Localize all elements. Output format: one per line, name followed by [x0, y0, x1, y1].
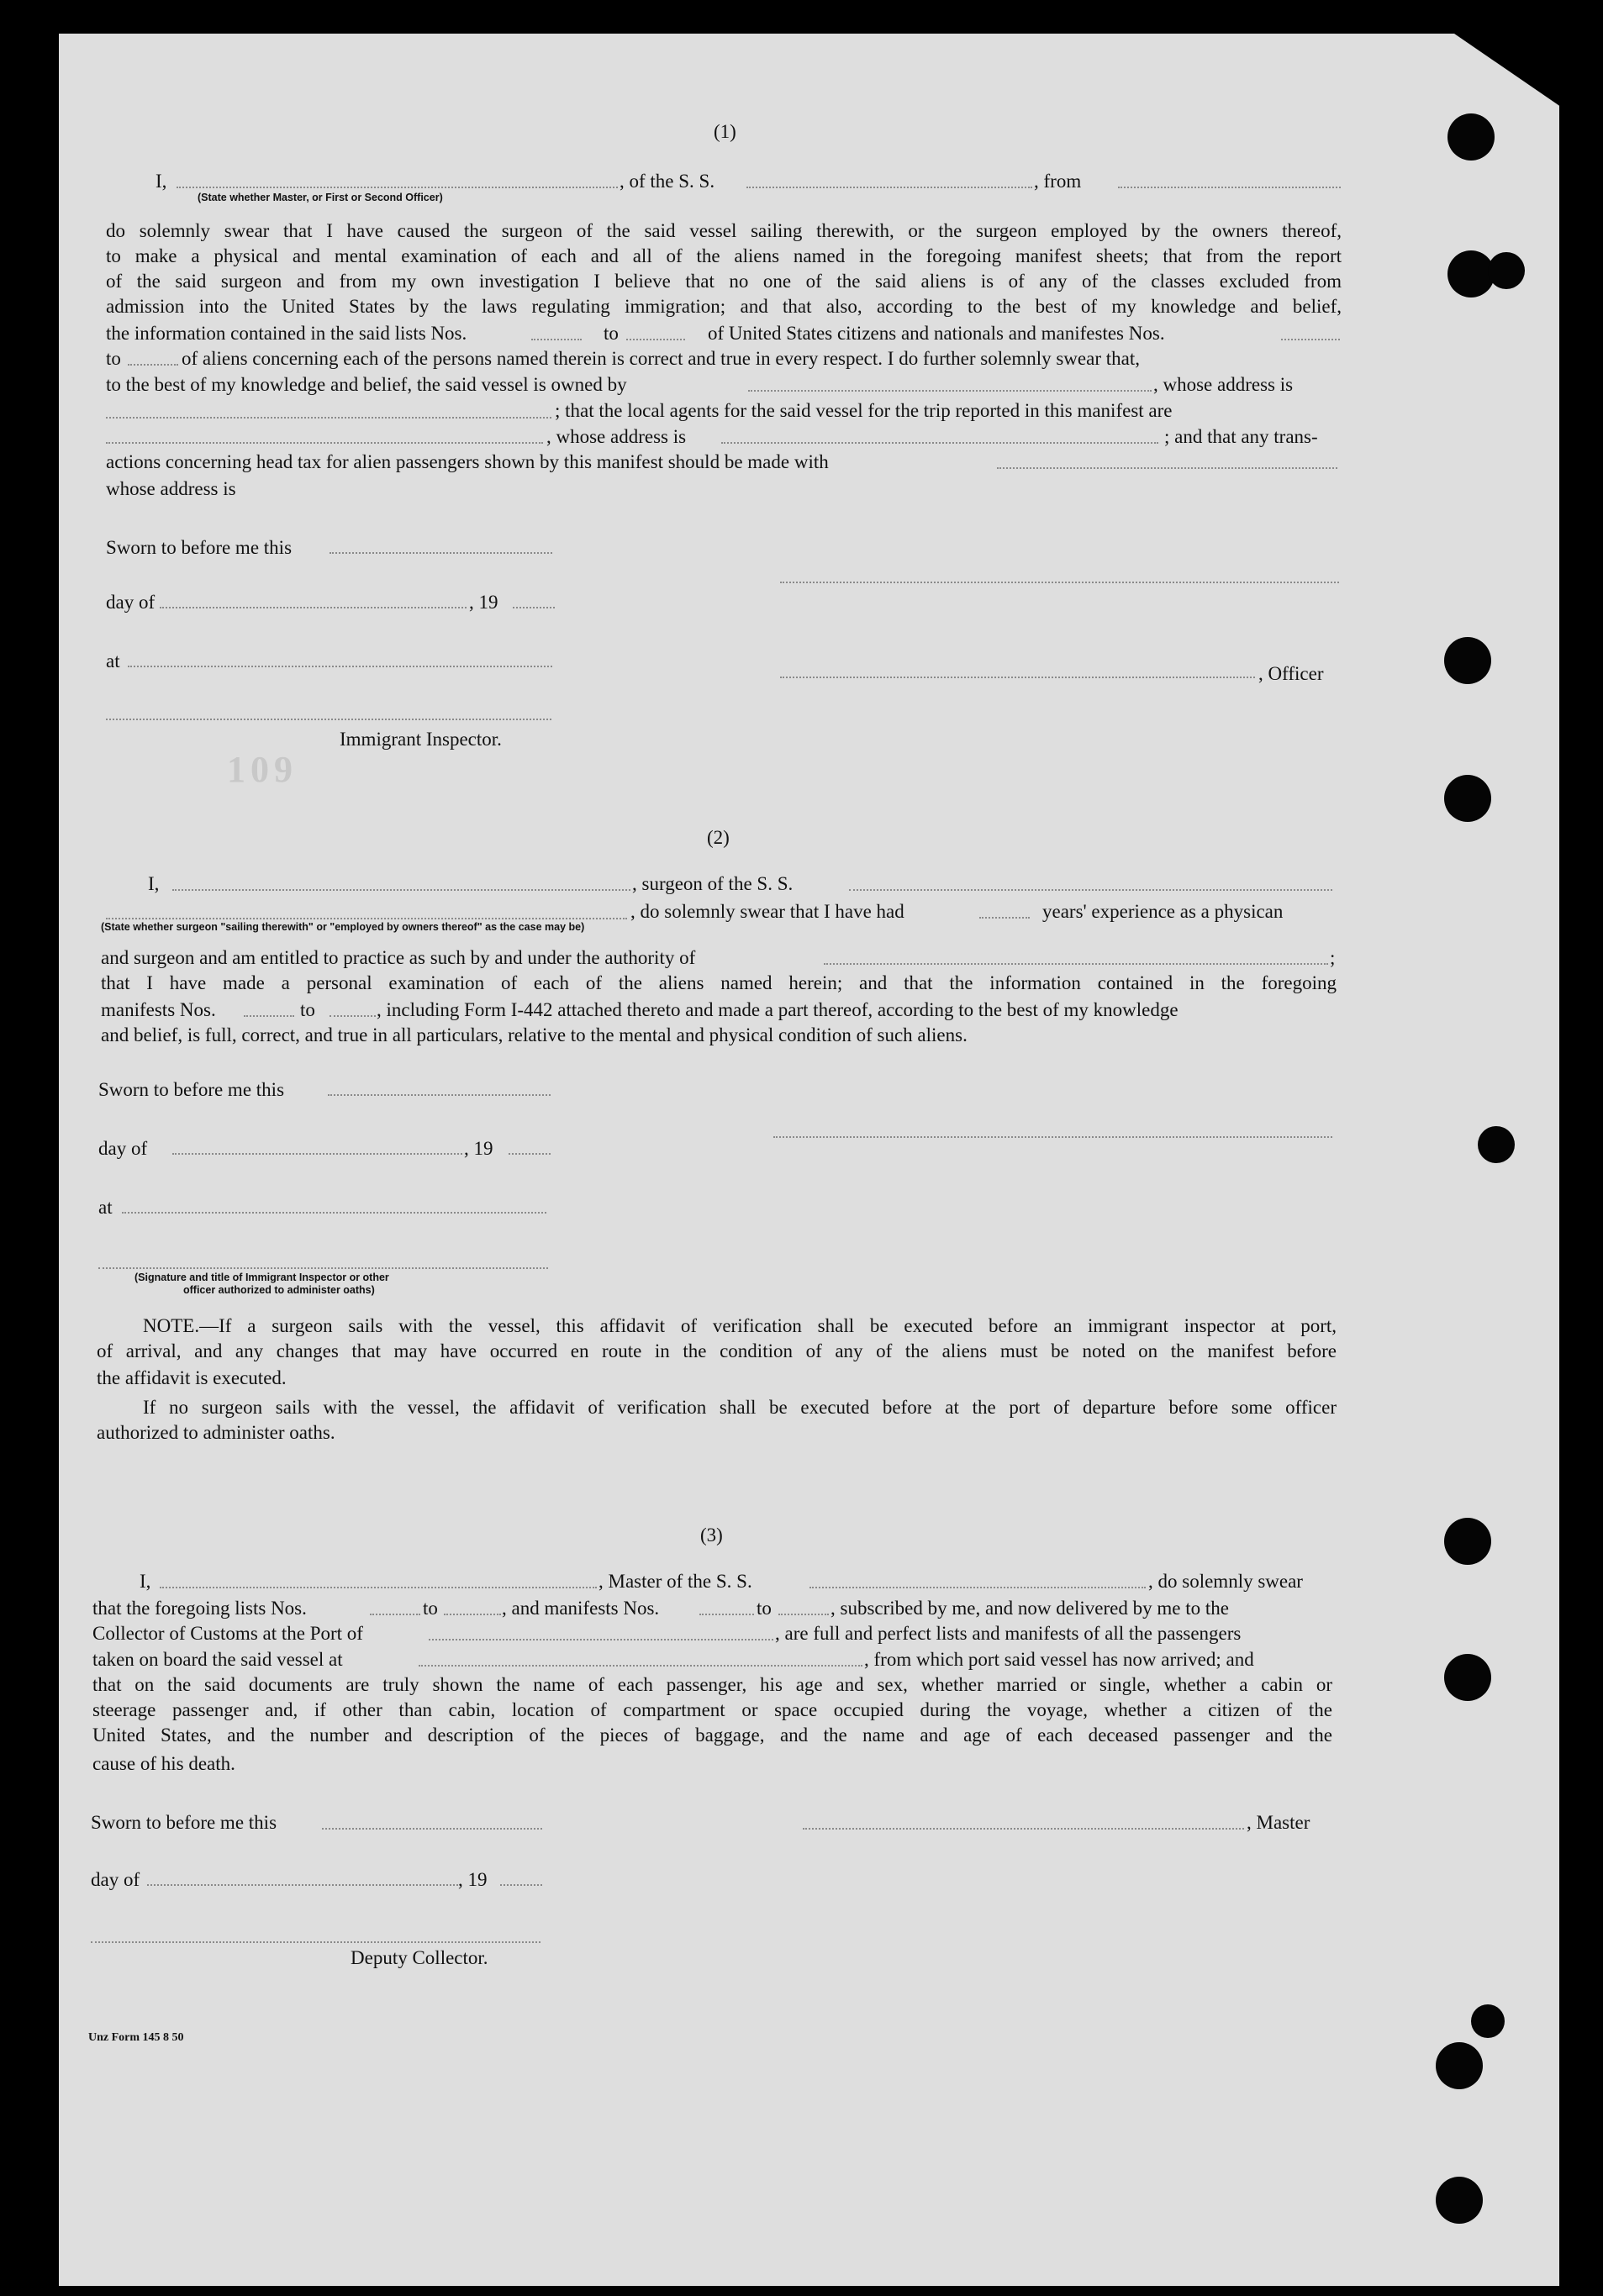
section-number: (1) — [714, 121, 736, 142]
declarant-label: I, — [140, 1571, 151, 1592]
sworn-label: Sworn to before me this — [98, 1079, 285, 1100]
sworn-day-field[interactable] — [330, 552, 552, 554]
signature-note: (Signature and title of Immigrant Inspector or other — [134, 1272, 389, 1283]
port-field[interactable] — [429, 1639, 773, 1640]
vessel-name-field[interactable] — [849, 889, 1332, 891]
surgeon-type-note: (State whether surgeon "sailing therewith" or "employed by owners thereof" as the case may be) — [101, 921, 585, 933]
year-field[interactable] — [513, 607, 555, 608]
note-line: the affidavit is executed. — [97, 1367, 287, 1388]
declarant-label: I, — [156, 171, 167, 192]
years-field[interactable] — [979, 917, 1030, 919]
head-tax-contact-field[interactable] — [997, 467, 1337, 469]
faint-stamp: 109 — [227, 749, 298, 790]
oath-text: of aliens concerning each of the persons named therein is correct and true in every respect. I do further solemnly swear that, — [182, 348, 1140, 369]
punch-hole — [1471, 2004, 1505, 2038]
master-name-field[interactable] — [160, 1587, 597, 1588]
vessel-name-field[interactable] — [746, 187, 1032, 188]
officer-signature-field[interactable] — [780, 582, 1339, 583]
oath-text: , from which port said vessel has now arrived; and — [864, 1649, 1254, 1670]
inspector-signature-field[interactable] — [98, 1267, 548, 1269]
year-field[interactable] — [509, 1153, 551, 1155]
inspector-label: Immigrant Inspector. — [340, 729, 502, 750]
oath-text: years' experience as a physican — [1042, 901, 1284, 922]
sworn-label: Sworn to before me this — [106, 537, 293, 558]
year-field[interactable] — [500, 1884, 542, 1886]
lists-from-field[interactable] — [531, 339, 582, 340]
year-label: , 19 — [458, 1869, 488, 1890]
oath-line: cause of his death. — [92, 1753, 235, 1774]
oath-text: actions concerning head tax for alien passengers shown by this manifest should be made with — [106, 451, 829, 472]
manifests-from-field[interactable] — [244, 1015, 294, 1017]
lists-to-field[interactable] — [626, 339, 685, 340]
oath-text: that the foregoing lists Nos. — [92, 1598, 307, 1619]
oath-text: , are full and perfect lists and manifests of all the passengers — [775, 1623, 1242, 1644]
punch-hole — [1444, 1518, 1491, 1565]
owner-field[interactable] — [748, 390, 1152, 392]
note-line: NOTE.—If a surgeon sails with the vessel, this affidavit of verification shall be executed before an immigrant inspector at port, — [143, 1315, 1337, 1336]
month-field[interactable] — [147, 1884, 458, 1886]
form-number: Unz Form 145 8 50 — [88, 2031, 184, 2044]
oath-text: ; that the local agents for the said vessel for the trip reported in this manifest are — [555, 400, 1173, 421]
oath-line: United States, and the number and description of the pieces of baggage, and the name and age of each deceased passenger and the — [92, 1725, 1332, 1746]
from-port-field[interactable] — [1118, 187, 1341, 188]
sworn-day-field[interactable] — [322, 1828, 542, 1830]
year-label: , 19 — [464, 1138, 493, 1159]
year-label: , 19 — [469, 592, 498, 613]
note-line: authorized to administer oaths. — [97, 1422, 335, 1443]
declarant-label: I, — [148, 873, 160, 894]
at-label: at — [106, 650, 120, 671]
punch-hole — [1436, 2042, 1483, 2089]
punch-hole — [1447, 113, 1495, 161]
note-line: of arrival, and any changes that may have occurred en route in the condition of any of the aliens must be noted on the manifest before — [97, 1340, 1337, 1361]
surgeon-name-field[interactable] — [172, 889, 630, 891]
punch-hole — [1444, 775, 1491, 822]
place-field[interactable] — [122, 1212, 546, 1214]
collector-signature-field[interactable] — [91, 1941, 540, 1943]
oath-text: , and manifests Nos. — [502, 1598, 660, 1619]
sworn-day-field[interactable] — [328, 1094, 551, 1096]
surgeon-type-field[interactable] — [106, 918, 627, 919]
embarkation-port-field[interactable] — [419, 1665, 862, 1667]
inspector-signature-field[interactable] — [106, 719, 551, 720]
oath-text: , including Form I-442 attached thereto and made a part thereof, according to the best of my knowledge — [377, 999, 1179, 1020]
oath-text: , subscribed by me, and now delivered by me to the — [831, 1598, 1229, 1619]
oath-text: to — [300, 999, 315, 1020]
punch-hole — [1444, 637, 1491, 684]
place-field[interactable] — [128, 666, 552, 667]
month-field[interactable] — [172, 1153, 462, 1155]
section-number: (2) — [707, 827, 730, 848]
oath-text: to the best of my knowledge and belief, the said vessel is owned by — [106, 374, 627, 395]
oath-line: admission into the United States by the laws regulating immigration; and that also, according to the best of my knowledge and belief, — [106, 296, 1342, 317]
authority-field[interactable] — [824, 963, 1328, 965]
oath-text: to — [106, 348, 121, 369]
note-line: If no surgeon sails with the vessel, the affidavit of verification shall be executed before at the port of departure before some officer — [143, 1397, 1337, 1418]
sworn-label: Sworn to before me this — [91, 1812, 277, 1833]
master-of-label: , Master of the S. S. — [598, 1571, 752, 1592]
master-signature-field[interactable] — [803, 1828, 1244, 1830]
oath-line: to make a physical and mental examination of each and all of the aliens named in the foregoing manifest sheets; that from the report — [106, 245, 1342, 266]
oath-text: to — [604, 323, 619, 344]
punch-hole — [1444, 1654, 1491, 1701]
oath-line: that I have made a personal examination of each of the aliens named herein; and that the information contained in the foregoing — [101, 972, 1337, 993]
oath-line: steerage passenger and, if other than cabin, location of compartment or space occupied during the voyage, whether a citizen of the — [92, 1699, 1332, 1720]
officer-title-field[interactable] — [780, 677, 1255, 678]
officer-rank-note: (State whether Master, or First or Second Officer) — [198, 192, 443, 203]
oath-text: ; — [1330, 947, 1336, 968]
master-label: , Master — [1247, 1812, 1310, 1833]
manifests-from-field[interactable] — [699, 1614, 754, 1615]
of-ss-label: , of the S. S. — [620, 171, 715, 192]
surgeon-signature-field[interactable] — [773, 1136, 1332, 1138]
document-page — [59, 34, 1559, 2286]
manifests-to-field[interactable] — [128, 364, 178, 366]
oath-text: , do solemnly swear that I have had — [630, 901, 904, 922]
oath-text: and surgeon and am entitled to practice as such by and under the authority of — [101, 947, 696, 968]
oath-text: taken on board the said vessel at — [92, 1649, 343, 1670]
oath-line: do solemnly swear that I have caused the surgeon of the said vessel sailing therewith, or the surgeon employed by the owners thereof, — [106, 220, 1342, 241]
local-agents-field[interactable] — [106, 442, 543, 444]
punch-hole — [1488, 252, 1525, 289]
oath-text: , whose address is — [546, 426, 687, 447]
oath-text: the information contained in the said lists Nos. — [106, 323, 467, 344]
day-of-label: day of — [91, 1869, 140, 1890]
day-of-label: day of — [98, 1138, 148, 1159]
officer-label: , Officer — [1258, 663, 1324, 684]
manifests-to-field[interactable] — [778, 1614, 829, 1615]
officer-name-field[interactable] — [177, 187, 618, 188]
punch-hole — [1436, 2177, 1483, 2224]
punch-hole — [1478, 1126, 1515, 1163]
from-label: , from — [1034, 171, 1082, 192]
oath-line: of the said surgeon and from my own investigation I believe that no one of the said aliens is of any of the classes excluded from — [106, 271, 1342, 292]
agents-address-field[interactable] — [721, 442, 1158, 444]
surgeon-of-label: , surgeon of the S. S. — [632, 873, 794, 894]
oath-text: to — [757, 1598, 772, 1619]
oath-text: whose address is — [106, 478, 236, 499]
oath-text: Collector of Customs at the Port of — [92, 1623, 363, 1644]
lists-to-field[interactable] — [444, 1614, 501, 1615]
owner-address-field[interactable] — [106, 417, 551, 419]
oath-text: and belief, is full, correct, and true in all particulars, relative to the mental and physical condition of such aliens. — [101, 1024, 968, 1045]
day-of-label: day of — [106, 592, 156, 613]
at-label: at — [98, 1197, 113, 1218]
month-field[interactable] — [160, 607, 467, 608]
manifests-to-field[interactable] — [330, 1015, 376, 1017]
oath-text: to — [423, 1598, 438, 1619]
oath-text: , do solemnly swear — [1148, 1571, 1303, 1592]
signature-note: officer authorized to administer oaths) — [183, 1284, 375, 1296]
deputy-collector-label: Deputy Collector. — [351, 1947, 488, 1968]
oath-text: manifests Nos. — [101, 999, 216, 1020]
lists-from-field[interactable] — [370, 1614, 420, 1615]
oath-text: of United States citizens and nationals and manifestes Nos. — [708, 323, 1165, 344]
oath-line: that on the said documents are truly shown the name of each passenger, his age and sex, whether married or single, whether a cabin or — [92, 1674, 1332, 1695]
section-number: (3) — [700, 1525, 723, 1546]
manifests-from-field[interactable] — [1281, 339, 1340, 340]
oath-text: , whose address is — [1153, 374, 1294, 395]
oath-text: ; and that any trans- — [1164, 426, 1318, 447]
vessel-name-field[interactable] — [809, 1587, 1146, 1588]
